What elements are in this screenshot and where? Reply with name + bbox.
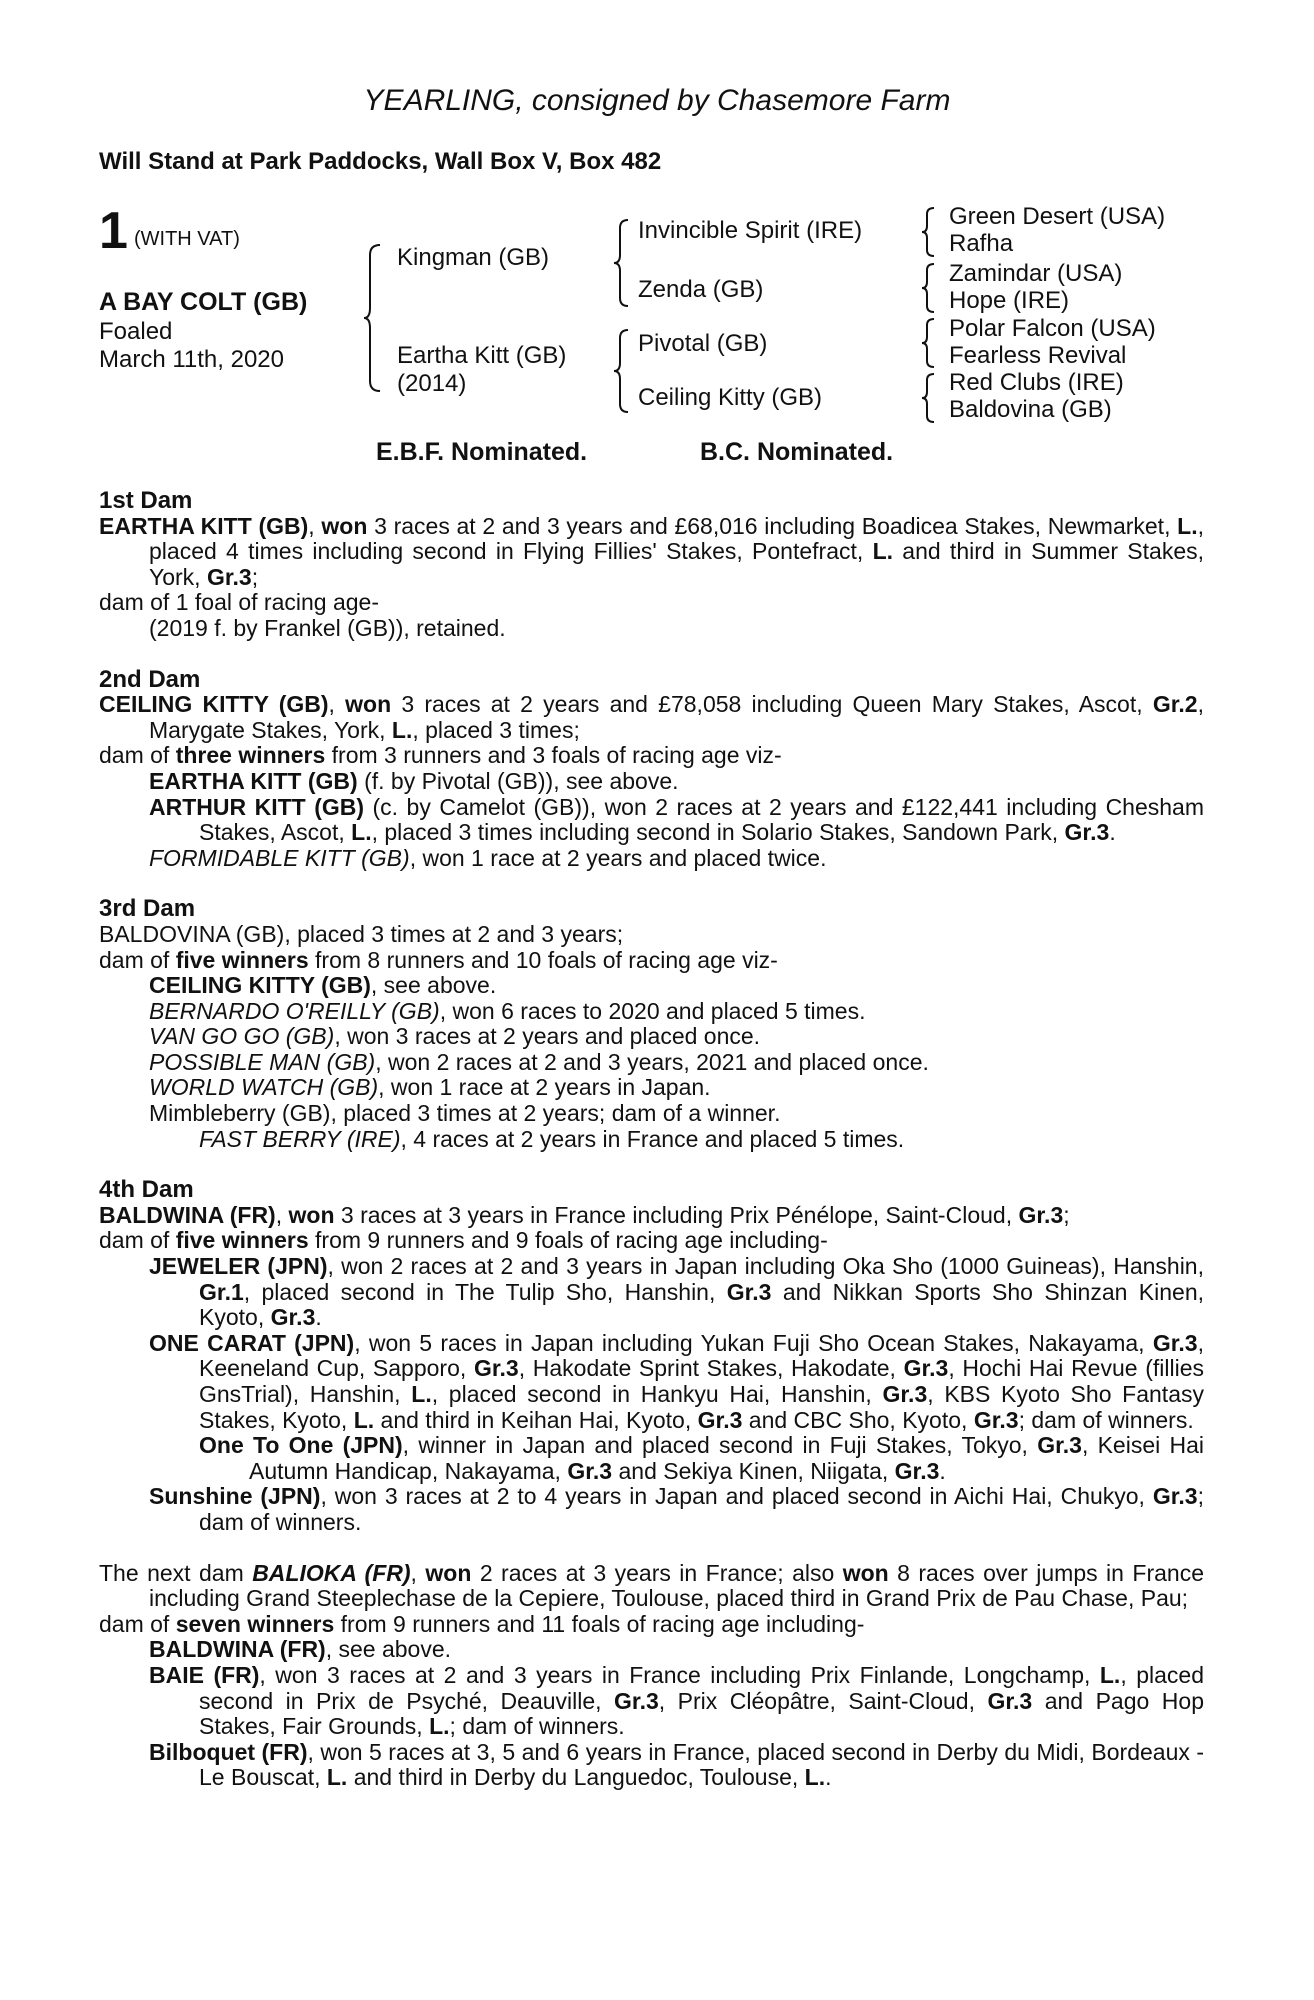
produce-entry: FAST BERRY (IRE), 4 races at 2 years in France and placed 5 times. [199, 1125, 905, 1152]
pedigree-dam: Eartha Kitt (GB) [397, 342, 567, 369]
lot-number: 1 [99, 202, 128, 260]
produce-entry: CEILING KITTY (GB), see above. [149, 972, 497, 999]
produce-entry: Sunshine (JPN), won 3 races at 2 to 4 years in Japan and placed second in Aichi Hai, Chukyo, Gr.3; dam of winners. [149, 1483, 1204, 1535]
produce-entry: Bilboquet (FR), won 5 races at 3, 5 and 6 years in France, placed second in Derby du Midi, Bordeaux - Le Bouscat, L. and third in Derby du Languedoc, Toulouse, L.. [149, 1738, 1204, 1791]
produce-entry: BALDWINA (FR), see above. [149, 1636, 452, 1663]
pedigree-sire-sire: Invincible Spirit (IRE) [638, 217, 863, 244]
pedigree-g3-1: Green Desert (USA) [949, 203, 1166, 230]
produce-entry: WORLD WATCH (GB), won 1 race at 2 years in Japan. [149, 1074, 711, 1101]
foaled-date: March 11th, 2020 [99, 346, 285, 373]
pedigree-sire: Kingman (GB) [397, 244, 550, 271]
produce-entry: Mimbleberry (GB), placed 3 times at 2 years; dam of a winner. [149, 1100, 781, 1127]
dam-record: BALDOVINA (GB), placed 3 times at 2 and 3 years; [99, 920, 624, 947]
pedigree-brace-g3 [920, 317, 938, 369]
pedigree-dam-year: (2014) [397, 370, 467, 397]
pedigree-brace-g4 [920, 372, 938, 424]
produce-entry: FORMIDABLE KITT (GB), won 1 race at 2 years and placed twice. [149, 844, 827, 871]
section-title: 3rd Dam [99, 895, 196, 923]
catalogue-heading: YEARLING, consigned by Chasemore Farm [363, 84, 951, 117]
section-title: 2nd Dam [99, 665, 201, 693]
dam-record: CEILING KITTY (GB), won 3 races at 2 years and £78,058 including Queen Mary Stakes, Ascot, Gr.2, Marygate Stakes, York, L., placed 3 times; [99, 691, 1204, 743]
pedigree-brace-g1 [920, 206, 938, 258]
produce-entry: ONE CARAT (JPN), won 5 races in Japan including Yukan Fuji Sho Ocean Stakes, Nakayama, Gr.3, Keeneland Cup, Sapporo, Gr.3, Hakodate Sprint Stakes, Hakodate, Gr.3, Hochi Hai Revue (fillies GnsTrial), Hanshin, L., placed second in Hankyu Hai, Hanshin, Gr.3, KBS Kyoto Sho Fantasy Stakes, Kyoto, L. and third in Keihan Hai, Kyoto, Gr.3 and CBC Sho, Kyoto, Gr.3; dam of winners. [149, 1329, 1205, 1433]
produce-entry: JEWELER (JPN), won 2 races at 2 and 3 years in Japan including Oka Sho (1000 Guineas), Hanshin, Gr.1, placed second in The Tulip Sho, Hanshin, Gr.3 and Nikkan Sports Sho Shinzan Kinen, Kyoto, Gr.3. [149, 1253, 1205, 1331]
pedigree-notes [99, 488, 1204, 1816]
pedigree-brace-main [362, 243, 386, 393]
produce-entry: BAIE (FR), won 3 races at 2 and 3 years in France including Prix Finlande, Longchamp, L., placed second in Prix de Psyché, Deauville, Gr.3, Prix Cléopâtre, Saint-Cloud, Gr.3 and Pago Hop Stakes, Fair Grounds, L.; dam of winners. [149, 1661, 1204, 1740]
stand-location: Will Stand at Park Paddocks, Wall Box V, Box 482 [99, 148, 662, 175]
second-dam-section [99, 667, 1204, 872]
foaled-label: Foaled [99, 318, 173, 345]
dam-record: EARTHA KITT (GB), won 3 races at 2 and 3 years and £68,016 including Boadicea Stakes, Newmarket, L., placed 4 times including second in Flying Fillies' Stakes, Pontefract, L. and third in Summer Stakes, York, Gr.3; [99, 512, 1205, 590]
dam-record: BALDWINA (FR), won 3 races at 3 years in France including Prix Pénélope, Saint-Cloud, Gr.3; [99, 1201, 1070, 1228]
dam-record: The next dam BALIOKA (FR), won 2 races at 3 years in France; also won 8 races over jumps in France including Grand Steeplechase de la Cepiere, Toulouse, placed third in Grand Prix de Pau Chase, Pau; [99, 1559, 1204, 1612]
produce-summary: dam of seven winners from 9 runners and 11 foals of racing age including- [99, 1610, 865, 1637]
pedigree-g3-3: Zamindar (USA) [949, 260, 1123, 287]
pedigree-brace-dam [612, 328, 632, 414]
foaled-info [99, 318, 284, 374]
pedigree-g3-2: Rafha [949, 230, 1014, 257]
pedigree-dam-sire: Pivotal (GB) [638, 330, 768, 357]
fourth-dam-section [99, 1177, 1204, 1535]
produce-entry: VAN GO GO (GB), won 3 races at 2 years and placed once. [149, 1023, 761, 1050]
pedigree-brace-g2 [920, 262, 938, 314]
bc-nomination: B.C. Nominated. [700, 438, 894, 466]
produce-summary: dam of five winners from 9 runners and 9 foals of racing age including- [99, 1227, 828, 1254]
pedigree-dam-dam: Ceiling Kitty (GB) [638, 384, 823, 411]
pedigree-g3-8: Baldovina (GB) [949, 396, 1112, 423]
first-dam-section [99, 488, 1204, 642]
produce-summary: dam of 1 foal of racing age- [99, 589, 379, 616]
produce-entry: EARTHA KITT (GB) (f. by Pivotal (GB)), see above. [149, 767, 679, 794]
pedigree-g3-7: Red Clubs (IRE) [949, 369, 1124, 396]
produce-entry: (2019 f. by Frankel (GB)), retained. [149, 614, 506, 641]
pedigree-g3-5: Polar Falcon (USA) [949, 315, 1156, 342]
produce-entry: ARTHUR KITT (GB) (c. by Camelot (GB)), won 2 races at 2 years and £122,441 including Chesham Stakes, Ascot, L., placed 3 times including second in Solario Stakes, Sandown Park, Gr.3. [149, 793, 1205, 846]
ebf-nomination: E.B.F. Nominated. [376, 438, 588, 466]
produce-summary: dam of three winners from 3 runners and 3 foals of racing age viz- [99, 742, 782, 769]
produce-entry: BERNARDO O'REILLY (GB), won 6 races to 2020 and placed 5 times. [149, 997, 866, 1024]
next-dam-section [99, 1561, 1204, 1791]
pedigree-g3-4: Hope (IRE) [949, 287, 1070, 314]
section-title: 1st Dam [99, 487, 193, 514]
pedigree-g3-6: Fearless Revival [949, 342, 1127, 369]
vat-note: (WITH VAT) [134, 228, 240, 250]
third-dam-section [99, 896, 1204, 1152]
produce-summary: dam of five winners from 8 runners and 10 foals of racing age viz- [99, 946, 778, 973]
produce-entry: POSSIBLE MAN (GB), won 2 races at 2 and 3 years, 2021 and placed once. [149, 1048, 929, 1075]
section-title: 4th Dam [99, 1176, 194, 1204]
pedigree-sire-dam: Zenda (GB) [638, 276, 764, 303]
produce-entry: One To One (JPN), winner in Japan and placed second in Fuji Stakes, Tokyo, Gr.3, Keisei Hai Autumn Handicap, Nakayama, Gr.3 and Sekiya Kinen, Niigata, Gr.3. [199, 1432, 1204, 1484]
horse-name: A BAY COLT (GB) [99, 288, 308, 316]
pedigree-brace-sire [612, 218, 632, 308]
